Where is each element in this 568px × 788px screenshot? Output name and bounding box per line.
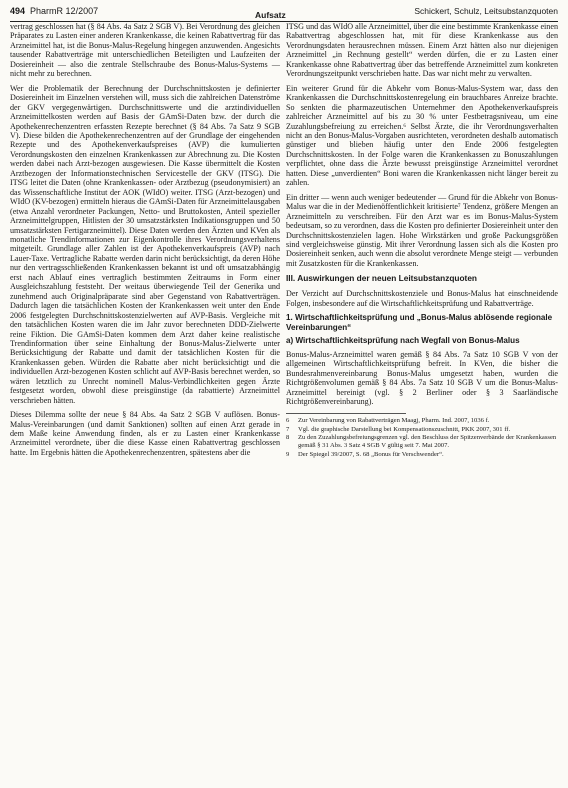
paragraph: Der Verzicht auf Durchschnittskostenziele und Bonus-Malus hat einschneidende Folgen, insbesondere auf die Wirtschaftlichkeitsprüfung und Rabattverträge. bbox=[286, 289, 558, 308]
paragraph: Dieses Dilemma sollte der neue § 84 Abs. 4a Satz 2 SGB V auflösen. Bonus-Malus-Vereinbarungen (und damit Sanktionen) sollten auf einen Arzt gerade in dem Maße keine Anwendung finden, als er zu Lasten einer Krankenkasse Arzneimittel verordnete, über die diese Kasse einen Rabattvertrag geschlossen hatte. Im Ergebnis hätten die Apothekenrechenzentren, spätestens aber die bbox=[10, 410, 280, 457]
left-column bbox=[10, 22, 280, 462]
page-number-and-journal bbox=[10, 6, 98, 16]
footnote: 6 Zur Vereinbarung von Rabattverträgen Maagj, Pharm. Ind. 2007, 1036 f. bbox=[286, 416, 490, 424]
footnote: 7 Vgl. die graphische Darstellung bei Kompensationszuschnitt, PKK 2007, 301 ff. bbox=[286, 425, 511, 433]
section-label: Aufsatz bbox=[255, 10, 286, 20]
journal-name: PharmR 12/2007 bbox=[30, 6, 99, 16]
footnote: 9 Der Spiegel 39/2007, S. 68 „Bonus für Verschwender“. bbox=[286, 450, 444, 458]
footnote: 8 Zu den Zuzahlungsbefreiungsgrenzen vgl. den Beschluss der Spitzenverbände der Krankenkassen gemäß § 31 Abs. 3 Satz 4 SGB V gültig seit 7. Mai 2007. bbox=[286, 434, 557, 450]
section-heading: III. Auswirkungen der neuen Leitsubstanzquoten bbox=[286, 273, 477, 284]
page-header bbox=[10, 4, 558, 20]
subsection-heading: 1. Wirtschaftlichkeitsprüfung und „Bonus-Malus ablösende regionale Vereinbarungen“ bbox=[286, 313, 553, 332]
running-authors: Schickert, Schulz, Leitsubstanzquoten bbox=[414, 6, 558, 16]
paragraph: Ein weiterer Grund für die Abkehr vom Bonus-Malus-System war, dass den Krankenkassen die Durchschnittskostenregelung ein brauchbares Anreize brachte. So senkten die pharmazeutischen Unternehmer den Apothekenverkaufspreis zahlreicher Arzneimittel auf bis zu 30 % unter Festbetragsniveau, um eine Zuzahlungsbefreiung zu erreichen.⁶ Selbst Ärzte, die ihr Verordnungsverhalten nicht an den Bonus-Malus-Vorgaben ausrichteten, verordneten deshalb automatisch günstiger und blieben häufig unter den Ende 2006 festgelegten Durchschnittskosten. In der Folge waren die Krankenkassen zu Bonuszahlungen verpflichtet, ohne dass die Ärzte bewusst preisgünstige Arzneimittel verordnet hatten. Diese „unverdienten“ Boni waren die Krankenkassen nicht länger bereit zu zahlen. bbox=[286, 83, 558, 188]
paragraph: ITSG und das WIdO alle Arzneimittel, über die eine bestimmte Krankenkasse einen Rabattvertrag abgeschlossen hat, mit für diese Krankenkasse aus den Verordnungsdaten herausrechnen müssen. Einem Arzt hätten also nur diejenigen Arzneimittel „in Rechnung gestellt“ werden dürfen, die er zu Lasten einer Krankenkasse ohne Rabattvertrag über das betreffende Arzneimittel zum konkreten Verordnungszeitpunkt verschrieben hatte. Das war nicht mehr zu verwalten. bbox=[286, 22, 558, 79]
right-column bbox=[286, 22, 558, 460]
subsubsection-heading: a) Wirtschaftlichkeitsprüfung nach Wegfall von Bonus-Malus bbox=[286, 336, 520, 346]
page-number: 494 bbox=[10, 6, 26, 16]
paragraph: Wer die Problematik der Berechnung der Durchschnittskosten je definierter Dosiereinheit im Einzelnen verstehen will, muss sich die zahlreichen Datenströme der GKV vergegenwärtigen. Durchschnittswerte und die arztindividuellen Arzneimittelkosten werden auf Basis der GAmSi-Daten bzw. der durch die Apothekenrechenzentren erfassten Rezepte berechnet (§ 84 Abs. 7a Satz 9 SGB V). Diese bilden die Apothekenrechenzentren auf der Grundlage der eingehenden Rezepte und des Apothekenverkaufspreises (AVP) die kumulierten Verordnungskosten den einzelnen Krankenkassen zur Abrechnung zu. Die Kosten werden dabei nach Arzt-bezogen ausgewiesen. Die Kasse übermittelt die Kosten Arztbezogen der Informationstechnischen Servicestelle der GKV (ITSG). Die ITSG leitet die Daten (ohne Krankenkassen- oder Arztbezug (pseudonymisiert) an das Wissenschaftliche Institut der AOK (WIdO) weiter. ITSG (Arzt-bezogen) und WIdO (KV-bezogen) ermitteln hieraus die GAmSi-Daten für Arzneimittelausgaben (etwa Anzahl verordneter Packungen, Netto- und Bruttokosten, Anteil spezieller Arzneimittelgruppen, Hitlisten der 30 umsatzstärksten Indikationsgruppen und 50 umsatzstärksten Fertigarzneimittel). Diese Daten werden den Ärzten und KVen als monatliche Trendinformationen zur Eigenkontrolle ihres Verordnungsverhaltens mitgeteilt. Grundlage aller Zahlen ist der Apothekenverkaufspreis (AVP) nach Lauer-Taxe. Vertragliche Rabatte werden darin nicht berücksichtigt, da deren Höhe nur den vertragsschließenden Krankenkassen bekannt ist und oft umsatzabhängig erst nach Ablauf eines vertraglich bestimmten Zeitraums in Form einer Ausgleichszahlung feststeht. Der weitaus überwiegende Teil der Generika und zunehmend auch Originalpräparate sind aber Gegenstand von Rabattverträgen. Dadurch lagen die tatsächlichen Kosten der Krankenkassen weit unter den Ende 2006 festgelegten Durchschnittskostenzielwerten auf AVP-Basis. Vergleiche mit den tatsächlichen Kosten waren die im Jahr zuvor berechneten DDD-Zielwerte reine Fiktion. Die GAmSi-Daten kommen dem Arzt daher keine realistische Trendinformation über seine Einhaltung der Bonus-Malus-Zielwerte unter Berücksichtigung der Rabatte und damit der tatsächlichen Kosten für die Krankenkassen geben. Würden die Rabatte aber nicht berücksichtigt und die individuellen Arzt-bezogenen Kosten schlicht auf AVP-Basis berechnet werden, so wären letztlich zu Unrecht nominell Malus-Verbindlichkeiten gegen Ärzte festgesetzt worden, obwohl diese preisgünstige (da rabattierte) Arzneimittel verschrieben hätten. bbox=[10, 83, 280, 405]
paragraph: Ein dritter — wenn auch weniger bedeutender — Grund für die Abkehr von Bonus-Malus war die in der Medienöffentlichkeit kritisierte⁷ Tendenz, größere Mengen an Arzneimitteln zu verschreiben. Für den Arzt war es im Bonus-Malus-System bedeutsam, so zu verordnen, dass die Kosten pro definierter Dosiereinheit unter den Durchschnittskostenzielen lagen. Hohe Wirkstärken und große Packungsgrößen sind vergleichsweise günstig. Mit ihrer Verordnung lassen sich als die Kosten pro Dosiereinheit senken, auch wenn die absolut verordnete Menge steigt — verbunden mit Zusatzkosten für die Krankenkassen. bbox=[286, 192, 558, 268]
paragraph: Bonus-Malus-Arzneimittel waren gemäß § 84 Abs. 7a Satz 10 SGB V von der allgemeinen Wirtschaftlichkeitsprüfung befreit. In KVen, die bisher die Bundesrahmenvereinbarung Bonus-Malus umgesetzt haben, wurden die Richtgrößenvolumen gemäß § 84 Abs. 7a Satz 10 SGB V um die Bonus-Malus-Arzneimittel bereinigt (vgl. § 2 Berliner oder § 3 Saarländische Richtgrößenvereinbarung). bbox=[286, 350, 558, 407]
footnotes bbox=[286, 413, 557, 459]
paragraph: vertrag geschlossen hat (§ 84 Abs. 4a Satz 2 SGB V). Bei Verordnung des gleichen Präparates zu Lasten einer anderen Krankenkasse, die keinen Rabattvertrag für das Arzneimittel hat, ist die Bonus-Malus-Regelung hingegen anzuwenden. Angesichts tausender Rabattverträge mit unterschiedlichen Beteiligten und Laufzeiten der Dosiereinheit — also die zentrale Stellschraube des Bonus-Malus-Systems — nicht mehr zu berechnen. bbox=[10, 22, 280, 79]
